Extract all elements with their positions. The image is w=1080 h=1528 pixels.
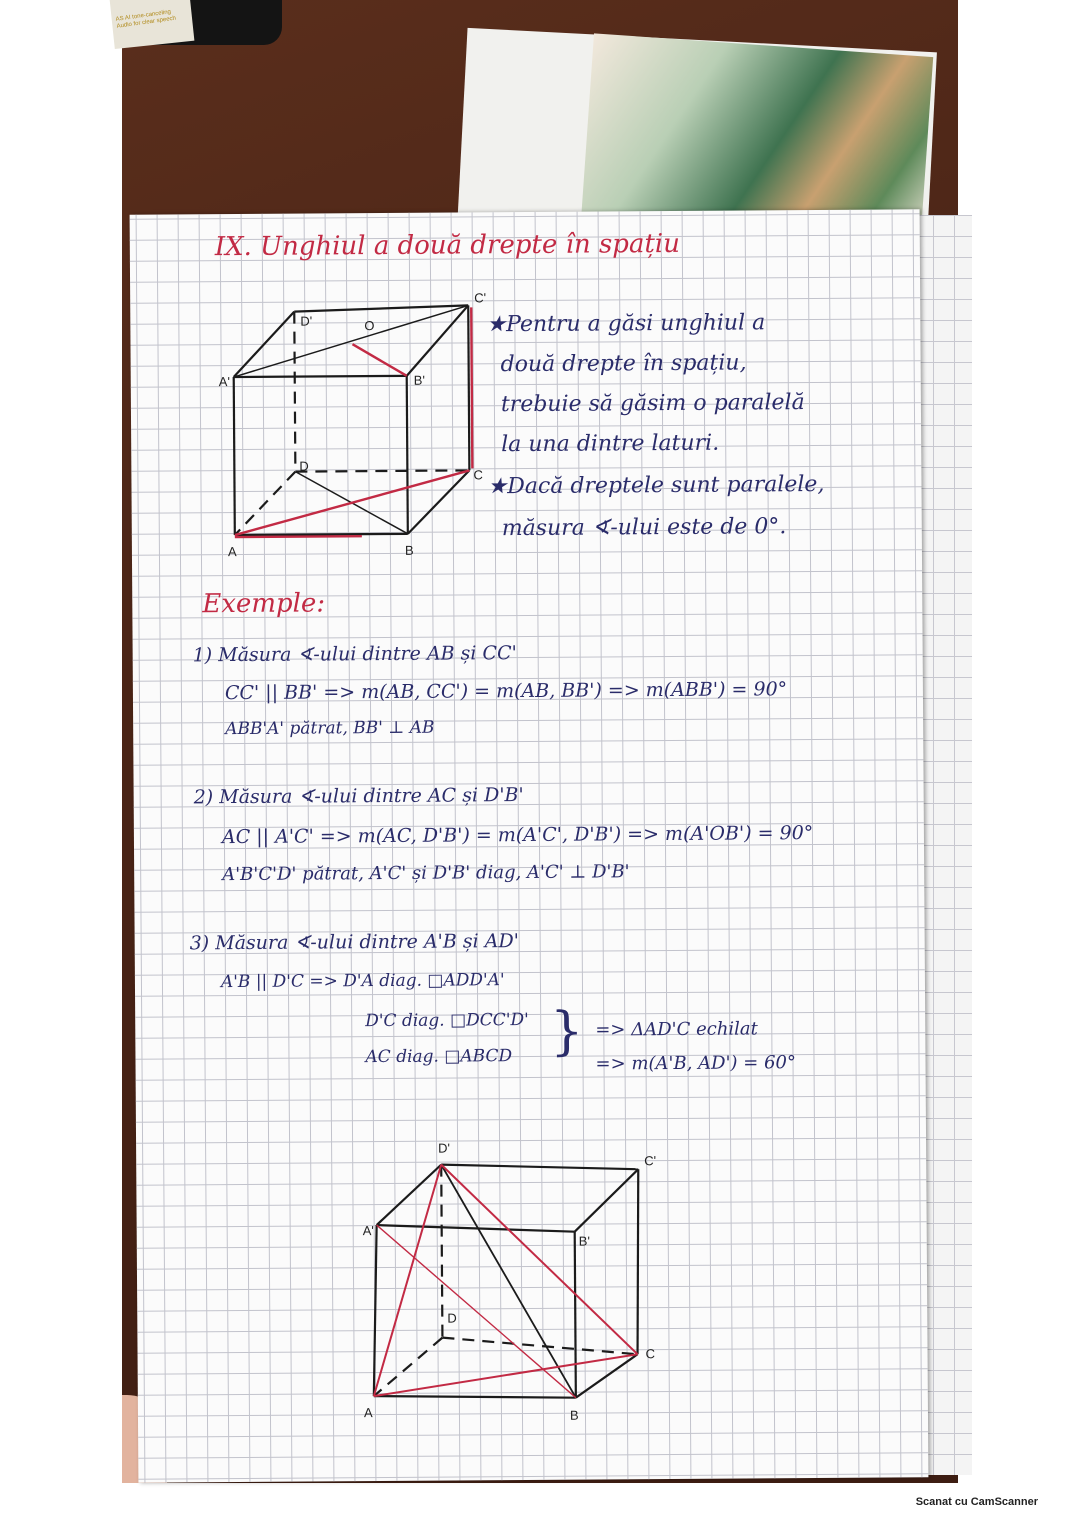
label-c-prime: C' <box>644 1153 657 1169</box>
brace: } <box>550 1001 584 1062</box>
example-2-line: 2) Măsura ∢-ului dintre AC și D'B' <box>193 784 524 809</box>
label-b: B <box>569 1407 579 1423</box>
device-label: AS AI tone-canceling Audio for clear speech <box>115 9 177 30</box>
rule-line: la una dintre laturi. <box>501 430 720 458</box>
example-3-line: => ΔAD'C echilat <box>595 1018 758 1041</box>
rule-line: ★Pentru a găsi unghiul a <box>486 310 766 338</box>
label-d: D <box>299 458 309 474</box>
label-d: D <box>447 1310 457 1326</box>
examples-heading: Exemple: <box>202 588 326 620</box>
example-2-line: A'B'C'D' pătrat, A'C' și D'B' diag, A'C' ⊥ D'B' <box>222 861 630 886</box>
label-a: A <box>227 544 237 560</box>
example-3-line: A'B || D'C => D'A diag. □ADD'A' <box>220 970 505 993</box>
notebook-page <box>130 209 929 1482</box>
notebook-photo <box>115 0 958 1483</box>
page-title: IX. Unghiul a două drepte în spațiu <box>214 228 680 263</box>
label-a-prime: A' <box>218 374 230 390</box>
example-3-line: AC diag. □ABCD <box>365 1046 513 1068</box>
label-c: C <box>645 1346 655 1362</box>
rule-line: măsura ∢-ului este de 0°. <box>501 514 787 542</box>
label-d-prime: D' <box>438 1140 451 1156</box>
example-3-line: 3) Măsura ∢-ului dintre A'B și AD' <box>189 930 519 955</box>
example-1-line: 1) Măsura ∢-ului dintre AB și CC' <box>192 642 517 667</box>
label-a: A <box>363 1405 373 1421</box>
label-o: O <box>364 318 375 334</box>
label-b-prime: B' <box>413 372 425 388</box>
example-2-line: AC || A'C' => m(AC, D'B') = m(A'C', D'B') => m(A'OB') = 90° <box>221 822 814 849</box>
audio-device <box>115 0 282 45</box>
rule-line: ★Dacă dreptele sunt paralele, <box>487 471 825 500</box>
label-a-prime: A' <box>362 1223 374 1239</box>
rule-line: două drepte în spațiu, <box>500 350 747 378</box>
example-1-line: ABB'A' pătrat, BB' ⊥ AB <box>225 717 435 740</box>
camscanner-watermark: Scanat cu CamScanner <box>915 1496 1038 1508</box>
example-3-line: D'C diag. □DCC'D' <box>365 1010 529 1032</box>
example-1-line: CC' || BB' => m(AB, CC') = m(AB, BB') => m(ABB') = 90° <box>224 678 788 705</box>
label-b: B <box>404 542 414 558</box>
label-c: C <box>473 467 483 483</box>
label-c-prime: C' <box>474 290 487 306</box>
example-3-line: => m(A'B, AD') = 60° <box>595 1052 797 1075</box>
label-d-prime: D' <box>300 313 313 329</box>
rule-line: trebuie să găsim o paralelă <box>500 390 805 418</box>
label-b-prime: B' <box>578 1233 590 1249</box>
edge-ab <box>235 534 408 535</box>
